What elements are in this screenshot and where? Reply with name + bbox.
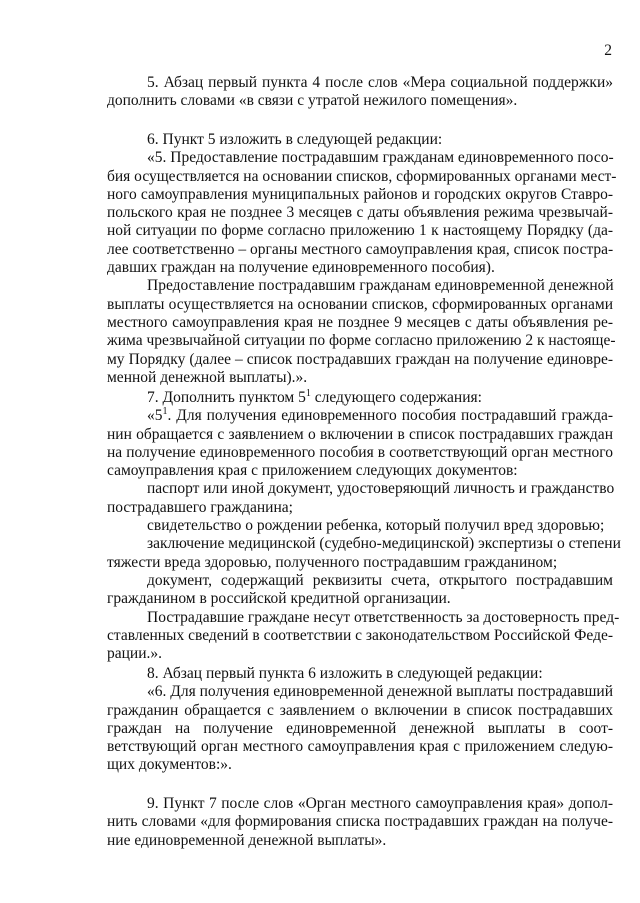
item-7-line: документ, содержащий реквизиты счета, открытого пострадавшим bbox=[147, 571, 613, 589]
item-7-line: пострадавшего гражданина; bbox=[107, 498, 293, 516]
item-5-line-1: 5. Абзац первый пункта 4 после слов «Мера социальной поддержки» bbox=[147, 74, 613, 91]
item-7-line: рации.». bbox=[107, 645, 163, 663]
item-7-line: заключение медицинской (судебно-медицинской) экспертизы о степени bbox=[147, 535, 621, 553]
item-7-line: самоуправления края с приложением следующих документов: bbox=[107, 462, 518, 480]
item-9-line: нить словами «для формирования списка пострадавших граждан на получе- bbox=[107, 813, 613, 831]
item-7-heading-text: 7. Дополнить пунктом 5 bbox=[147, 389, 306, 406]
item-6-line: «5. Предоставление пострадавшим гражданам единовременного посо- bbox=[147, 149, 614, 167]
item-8-heading: 8. Абзац первый пункта 6 изложить в следующей редакции: bbox=[147, 665, 543, 682]
item-7 bbox=[107, 388, 621, 663]
item-7-quote-rest: . Для получения единовременного пособия пострадавший гражда- bbox=[167, 407, 613, 425]
item-6-line: лее соответственно – органы местного самоуправления края, список постра- bbox=[107, 240, 614, 258]
item-7-line bbox=[107, 407, 613, 425]
item-6 bbox=[107, 131, 617, 387]
item-6-line: жима чрезвычайной ситуации по форме согласно приложению 2 к настояще- bbox=[107, 332, 616, 350]
item-7-line: нин обращается с заявлением о включении в список пострадавших граждан bbox=[107, 425, 613, 443]
item-6-line: давших граждан на получение единовременного пособия). bbox=[107, 259, 495, 277]
item-6-heading: 6. Пункт 5 изложить в следующей редакции: bbox=[147, 131, 443, 148]
item-7-line: свидетельство о рождении ребенка, который получил вред здоровью; bbox=[147, 517, 605, 535]
item-6-line: ной ситуации по форме согласно приложению 1 к настоящему Порядку (да- bbox=[107, 222, 613, 240]
item-6-line: Предоставление пострадавшим гражданам единовременной денежной bbox=[147, 277, 614, 295]
item-6-line: менной денежной выплаты).». bbox=[107, 368, 308, 386]
item-6-line: выплаты осуществляется на основании списков, сформированных органами bbox=[107, 295, 613, 313]
item-8-line: «6. Для получения единовременной денежной выплаты пострадавший bbox=[147, 683, 613, 701]
superscript: 1 bbox=[162, 406, 168, 418]
item-7-heading-tail: следующего содержания: bbox=[310, 389, 482, 406]
superscript: 1 bbox=[305, 388, 311, 399]
item-9 bbox=[107, 795, 613, 850]
item-6-line: му Порядку (далее – список пострадавших граждан на получение единовре- bbox=[107, 350, 613, 368]
page-number: 2 bbox=[604, 42, 612, 59]
item-9-line: ние единовременной денежной выплаты». bbox=[107, 831, 387, 849]
item-8-line: щих документов:». bbox=[107, 756, 232, 774]
item-5 bbox=[107, 74, 613, 111]
item-5-line-2: дополнить словами «в связи с утратой нежилого помещения». bbox=[107, 92, 518, 110]
item-8 bbox=[107, 665, 613, 775]
item-7-heading bbox=[107, 389, 613, 407]
item-7-line: ставленных сведений в соответствии с законодательством Российской Феде- bbox=[107, 626, 613, 644]
item-6-line: бия осуществляется на основании списков, сформированных органами мест- bbox=[107, 167, 617, 185]
item-7-line: тяжести вреда здоровью, полученного пострадавшим гражданином; bbox=[107, 553, 558, 571]
item-7-line: Пострадавшие граждане несут ответственность за достоверность пред- bbox=[147, 608, 620, 626]
item-8-line: гражданин обращается с заявлением о включении в список пострадавших bbox=[107, 701, 613, 719]
item-9-line: 9. Пункт 7 после слов «Орган местного самоуправления края» допол- bbox=[147, 795, 613, 812]
item-8-line: граждан на получение единовременной денежной выплаты в соот- bbox=[107, 719, 613, 737]
item-7-line: на получение единовременного пособия в соответствующий орган местного bbox=[107, 443, 613, 461]
item-7-quote-start: «5 bbox=[147, 407, 163, 425]
item-7-line: паспорт или иной документ, удостоверяющий личность и гражданство bbox=[147, 480, 615, 498]
item-7-line: гражданином в российской кредитной организации. bbox=[107, 590, 451, 608]
item-8-line: ветствующий орган местного самоуправления края с приложением следую- bbox=[107, 738, 613, 756]
item-6-line: польского края не позднее 3 месяцев с даты объявления режима чрезвычай- bbox=[107, 204, 613, 222]
item-6-line: ного самоуправления муниципальных районов и городских округов Ставро- bbox=[107, 185, 613, 203]
item-6-line: местного самоуправления края не позднее 9 месяцев с даты объявления ре- bbox=[107, 313, 613, 331]
